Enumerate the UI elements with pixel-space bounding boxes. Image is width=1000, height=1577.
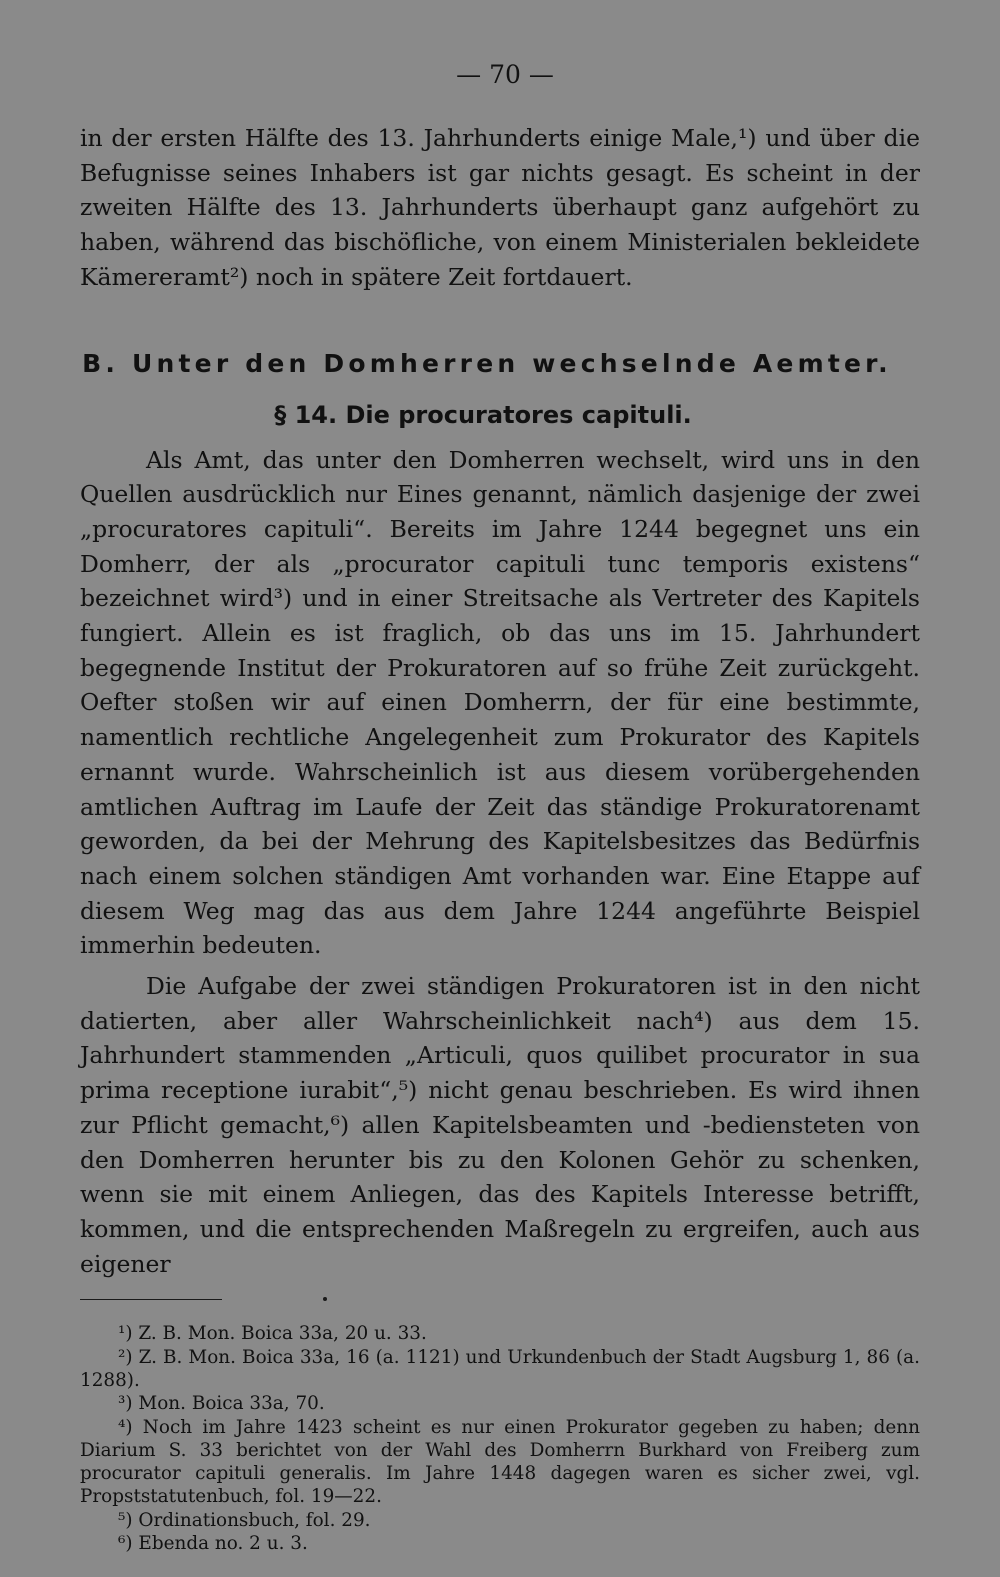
document-page	[80, 55, 920, 1555]
paragraph-2: Als Amt, das unter den Domherren wechselt, wird uns in den Quellen ausdrücklich nur Eines genannt, nämlich dasjenige der zwei „procuratores capituli“. Bereits im Jahre 1244 begegnet uns ein Domherr, der als „procurator capituli tunc temporis existens“ bezeichnet wird³) und in einer Streitsache als Vertreter des Kapitels fungiert. Allein es ist fraglich, ob das uns im 15. Jahrhundert begegnende Institut der Prokuratoren auf so frühe Zeit zurückgeht. Oefter stoßen wir auf einen Domherrn, der für eine bestimmte, namentlich rechtliche Angelegenheit zum Prokurator des Kapitels ernannt wurde. Wahrscheinlich ist aus diesem vorübergehenden amtlichen Auftrag im Laufe der Zeit das ständige Prokuratorenamt geworden, da bei der Mehrung des Kapitelsbesitzes das Bedürfnis nach einem solchen ständigen Amt vorhanden war. Eine Etappe auf diesem Weg mag das aus dem Jahre 1244 angeführte Beispiel immerhin bedeuten.	[80, 445, 920, 960]
footnote-2: ²) Z. B. Mon. Boica 33a, 16 (a. 1121) und Urkundenbuch der Stadt Augsburg 1, 86 (a. 1288).	[80, 1346, 920, 1391]
paragraph-1: in der ersten Hälfte des 13. Jahrhunderts einige Male,¹) und über die Befugnisse seines Inhabers ist gar nichts gesagt. Es scheint in der zweiten Hälfte des 13. Jahrhunderts überhaupt ganz aufgehört zu haben, während das bischöfliche, von einem Ministerialen bekleidete Kämereramt²) noch in spätere Zeit fortdauert.	[80, 124, 920, 291]
footnote-4: ⁴) Noch im Jahre 1423 scheint es nur einen Prokurator gegeben zu haben; denn Diarium S. 33 berichtet von der Wahl des Domherrn Burkhard von Freiberg zum procurator capituli generalis. Im Jahre 1448 dagegen waren es sicher zwei, vgl. Propststatutenbuch, fol. 19—22.	[80, 1416, 920, 1508]
subsection-heading: § 14. Die procuratores capituli.	[274, 400, 692, 429]
footnote-divider	[80, 1299, 222, 1300]
footnote-5: ⁵) Ordinationsbuch, fol. 29.	[118, 1509, 371, 1531]
footnote-6: ⁶) Ebenda no. 2 u. 3.	[118, 1533, 308, 1555]
footnote-3: ³) Mon. Boica 33a, 70.	[118, 1393, 325, 1415]
page-number: — 70 —	[456, 60, 554, 89]
paragraph-3: Die Aufgabe der zwei ständigen Prokuratoren ist in den nicht datierten, aber aller Wahrscheinlichkeit nach⁴) aus dem 15. Jahrhundert stammenden „Articuli, quos quilibet procurator in sua prima receptione iurabit“,⁵) nicht genau beschrieben. Es wird ihnen zur Pflicht gemacht,⁶) allen Kapitelsbeamten und -bediensteten von den Domherren herunter bis zu den Kolonen Gehör zu schenken, wenn sie mit einem Anliegen, das des Kapitels Interesse betrifft, kommen, und die entsprechenden Maßregeln zu ergreifen, auch aus eigener	[80, 972, 920, 1278]
section-heading: B. Unter den Domherren wechselnde Aemter.	[82, 348, 892, 378]
footnote-1: ¹) Z. B. Mon. Boica 33a, 20 u. 33.	[118, 1323, 427, 1345]
footnotes	[80, 1322, 920, 1555]
divider-dot	[323, 1297, 327, 1301]
